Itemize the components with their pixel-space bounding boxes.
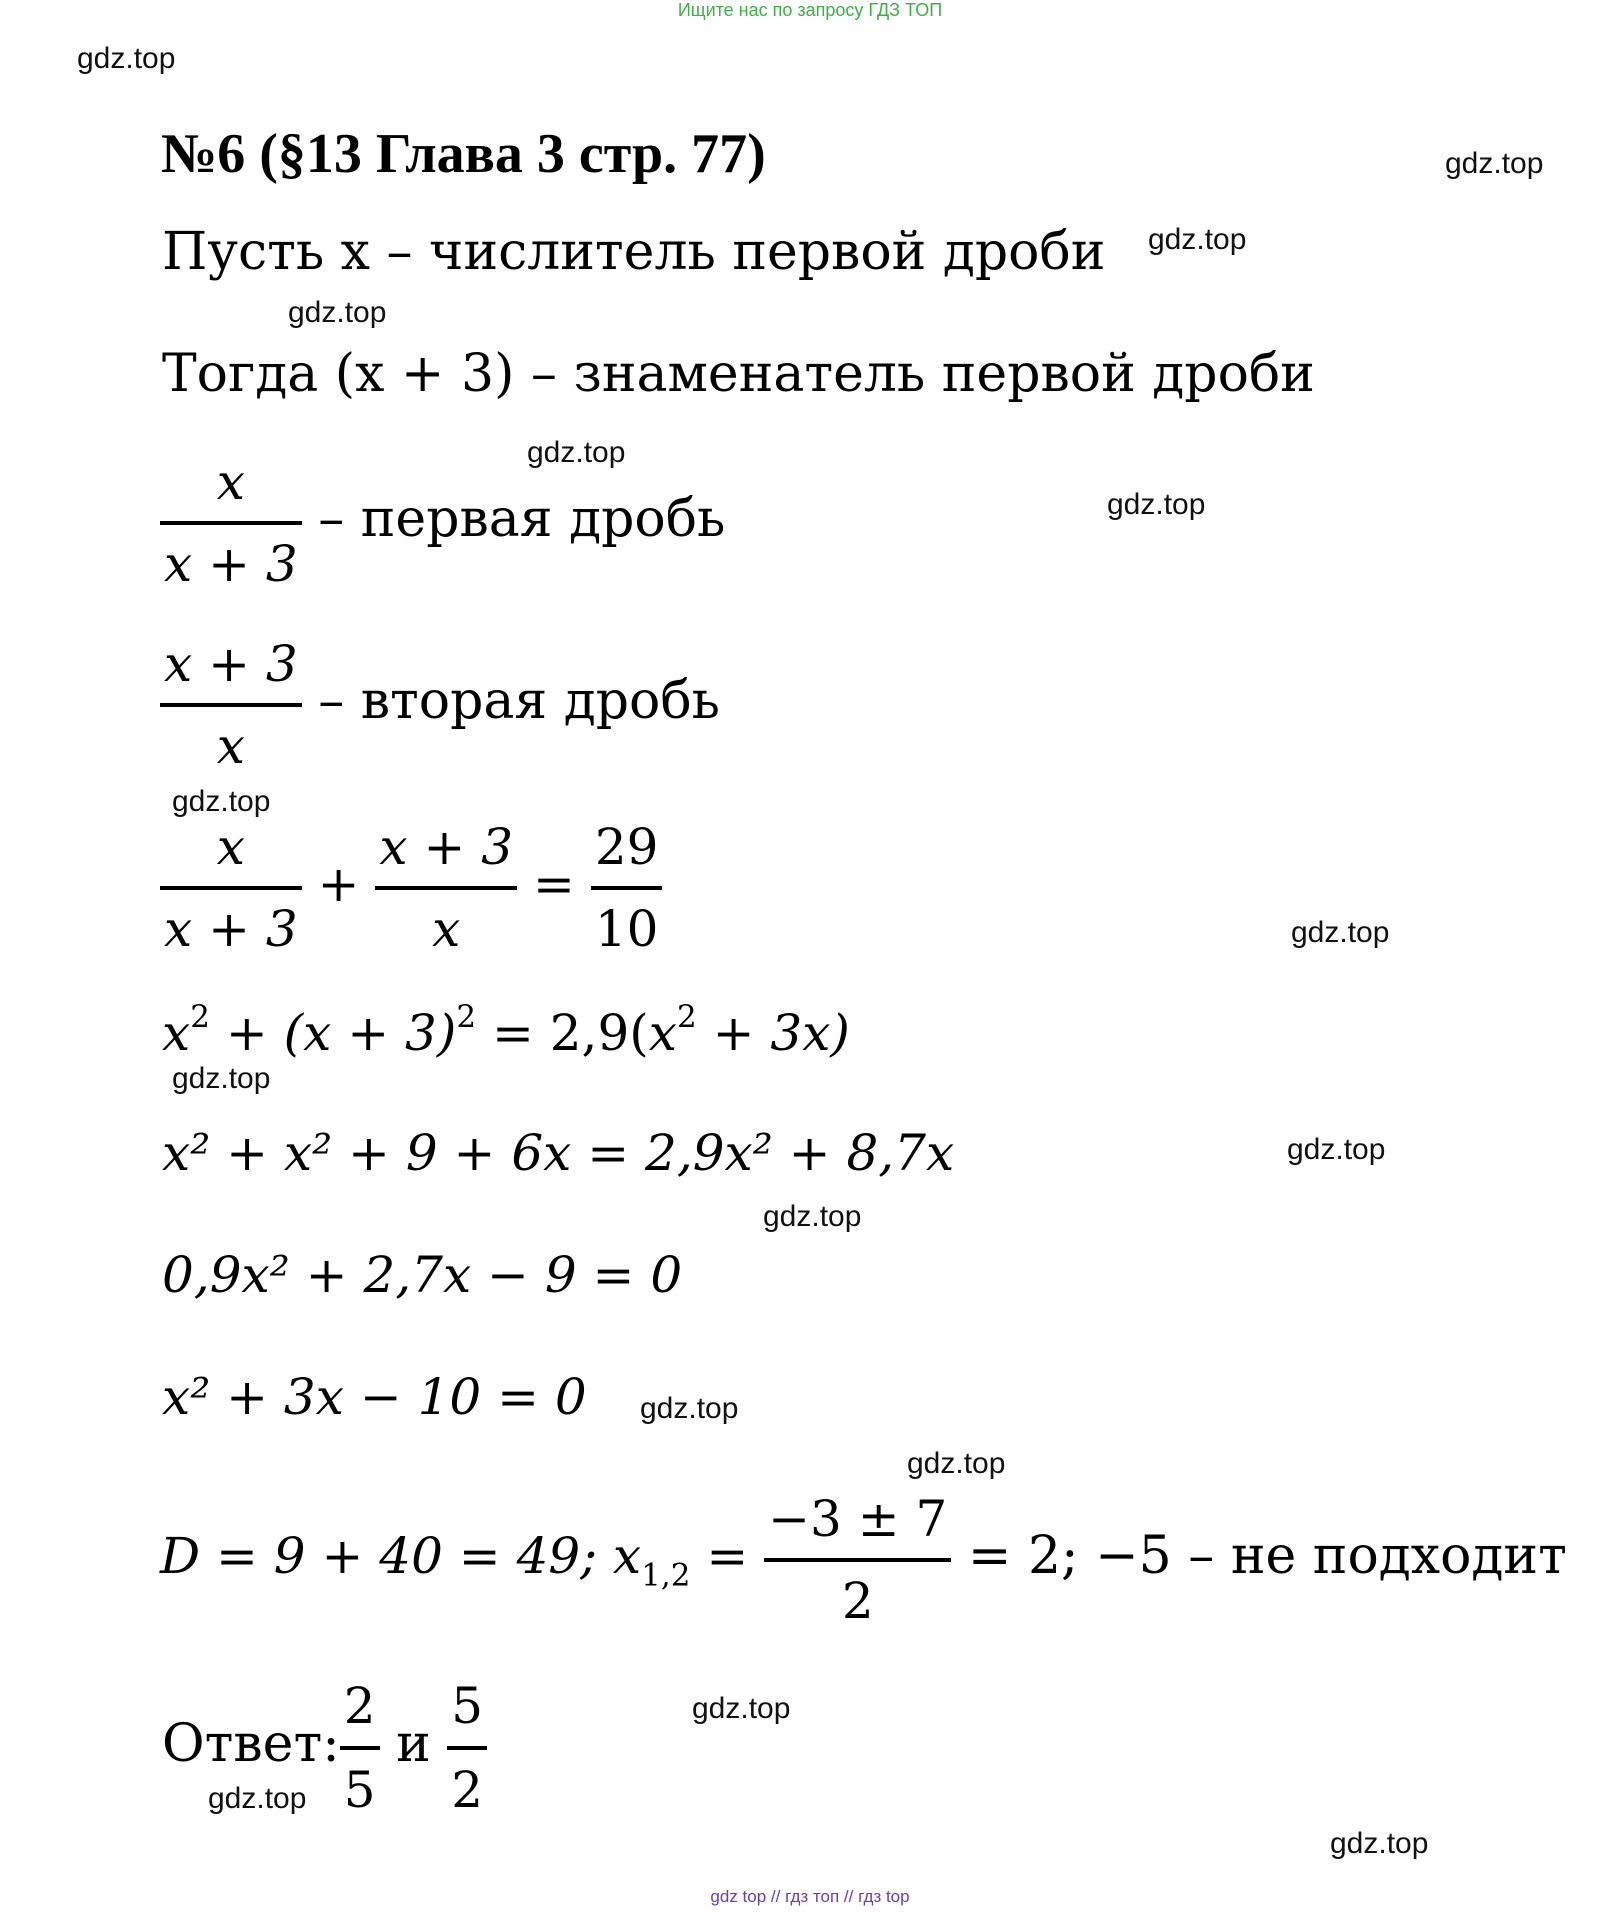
fraction-denominator: 5	[343, 1761, 376, 1819]
watermark: gdz.top	[763, 1200, 862, 1233]
fraction-numerator: −3 ± 7	[764, 1480, 951, 1562]
watermark: gdz.top	[208, 1782, 307, 1815]
fraction-numerator: x + 3	[375, 808, 517, 890]
watermark: gdz.top	[172, 1062, 271, 1095]
page-title: №6 (§13 Глава 3 стр. 77)	[161, 123, 766, 185]
answer-fraction-2	[447, 1666, 487, 1830]
equation-fraction-2	[375, 808, 517, 968]
equals-sign: =	[690, 1527, 765, 1585]
let-line: Пусть x – числитель первой дроби	[162, 222, 1106, 282]
watermark: gdz.top	[1287, 1133, 1386, 1166]
second-fraction-label: – вторая дробь	[301, 671, 720, 731]
answer-fraction-1	[340, 1666, 380, 1830]
second-fraction-row	[160, 625, 720, 785]
equals-sign: =	[533, 855, 575, 913]
discriminant-right: = 2; −5 – не подходит	[951, 1526, 1567, 1586]
fraction-numerator: x	[160, 443, 302, 525]
discriminant-line	[160, 1480, 1567, 1640]
answer-label: Ответ:	[162, 1714, 340, 1774]
exponent: 2	[456, 998, 477, 1035]
watermark: gdz.top	[1291, 916, 1390, 949]
step-4: x² + 3x − 10 = 0	[162, 1368, 587, 1426]
first-fraction-label: – первая дробь	[301, 489, 726, 549]
step-1-part: + (x + 3)	[209, 1004, 457, 1062]
step-1-part: = 2,9(	[476, 1004, 649, 1062]
fraction-numerator: 29	[591, 808, 663, 890]
fraction-numerator: 2	[340, 1666, 380, 1750]
fraction-denominator: x	[432, 900, 461, 958]
bottom-links[interactable]: gdz top // гдз топ // гдз top	[710, 1887, 910, 1906]
fraction-equation	[160, 808, 662, 968]
subscript: 1,2	[641, 1557, 691, 1594]
step-3: 0,9x² + 2,7x − 9 = 0	[162, 1246, 683, 1304]
watermark: gdz.top	[907, 1447, 1006, 1480]
exponent: 2	[676, 998, 697, 1035]
watermark: gdz.top	[1107, 488, 1206, 521]
roots-fraction	[764, 1480, 951, 1640]
step-1-var: x	[648, 1004, 677, 1062]
first-fraction	[160, 443, 302, 603]
step-2: x² + x² + 9 + 6x = 2,9x² + 8,7x	[162, 1124, 955, 1182]
answer-conjunction: и	[379, 1714, 448, 1774]
top-banner: Ищите нас по запросу ГДЗ ТОП	[677, 0, 943, 20]
watermark: gdz.top	[172, 785, 271, 818]
fraction-denominator: x + 3	[164, 535, 298, 593]
fraction-denominator: 10	[594, 900, 659, 958]
fraction-denominator: x + 3	[164, 900, 298, 958]
fraction-denominator: x	[216, 717, 245, 775]
step-1-part: + 3x)	[696, 1004, 850, 1062]
step-1	[162, 998, 850, 1062]
watermark: gdz.top	[1148, 223, 1247, 256]
second-fraction	[160, 625, 302, 785]
fraction-numerator: 5	[447, 1666, 487, 1750]
then-line: Тогда (x + 3) – знаменатель первой дроби	[162, 344, 1315, 404]
watermark: gdz.top	[640, 1392, 739, 1425]
exponent: 2	[190, 998, 210, 1035]
step-1-var: x	[162, 1004, 191, 1062]
watermark: gdz.top	[1330, 1827, 1429, 1860]
plus-sign: +	[317, 855, 360, 913]
fraction-denominator: 2	[841, 1572, 874, 1630]
first-fraction-row	[160, 443, 725, 603]
equation-fraction-1	[160, 808, 302, 968]
watermark: gdz.top	[77, 42, 176, 75]
watermark: gdz.top	[288, 296, 387, 329]
fraction-numerator: x + 3	[160, 625, 302, 707]
equation-fraction-3	[591, 808, 663, 968]
watermark: gdz.top	[1445, 147, 1544, 180]
discriminant-left: D = 9 + 40 = 49; x	[160, 1527, 642, 1585]
watermark: gdz.top	[527, 436, 626, 469]
fraction-denominator: 2	[451, 1761, 484, 1819]
answer-line	[162, 1666, 487, 1830]
fraction-numerator: x	[160, 808, 302, 890]
watermark: gdz.top	[692, 1692, 791, 1725]
